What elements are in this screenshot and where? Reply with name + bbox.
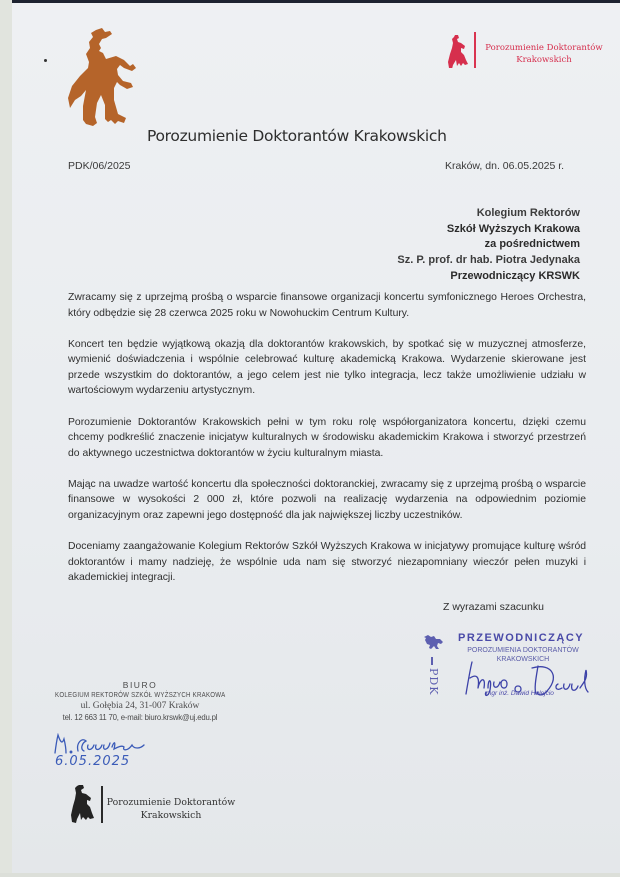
organization-name: Porozumienie Doktorantów Krakowskich	[147, 127, 447, 145]
paragraph: Doceniamy zaangażowanie Kolegium Rektorów Szkół Wyższych Krakowa w inicjatywy promujące kulturę wśród doktorantów i mamy nadzieję, że wspólnie uda nam się stworzyć niezapomniany wieczór pełen muzyki i akademickiej integracji.	[68, 541, 586, 584]
stamp-side-label: PDK	[427, 668, 440, 696]
reference-number: PDK/06/2025	[68, 160, 131, 172]
signature-stamp	[418, 630, 608, 705]
addressee-block	[300, 206, 580, 285]
addressee-line-3: za pośrednictwem	[484, 238, 580, 251]
handwritten-initials	[52, 733, 152, 755]
dragon-footer-icon	[68, 784, 94, 824]
closing-salutation: Z wyrazami szacunku	[443, 601, 544, 613]
paragraph: Zwracamy się z uprzejmą prośbą o wsparcie finansowe organizacji koncertu symfonicznego Heroes Orchestra, który odbędzie się 28 czerwca 2025 roku w Nowohuckim Centrum Kultury.	[68, 292, 586, 319]
dragon-logo-icon	[66, 27, 146, 143]
scan-left-edge	[0, 0, 12, 877]
signatory-name: mgr inż. Dawid Halejcio	[486, 690, 554, 697]
addressee-line-4: Sz. P. prof. dr hab. Piotra Jedynaka	[397, 254, 580, 267]
handwritten-receipt-date: 6.05.2025	[55, 754, 131, 769]
receipt-stamp	[40, 680, 240, 723]
footer-text	[106, 796, 236, 822]
org-line-2: KRAKOWSKICH	[496, 656, 550, 663]
receipt-line-3: ul. Gołębia 24, 31-007 Kraków	[80, 701, 200, 711]
receipt-line-4: tel. 12 663 11 70, e-mail: biuro.krswk@uj.edu.pl	[62, 713, 218, 722]
letter-body	[68, 290, 586, 601]
dragon-stamp-icon	[446, 34, 468, 68]
dragon-stamp-icon	[422, 634, 444, 650]
stamp-line-2: Krakowskich	[516, 55, 572, 65]
footer-line-2: Krakowskich	[140, 810, 202, 821]
stamp-divider	[431, 657, 433, 665]
receipt-line-1: BIURO	[122, 680, 158, 690]
paragraph: Koncert ten będzie wyjątkową okazją dla doktorantów krakowskich, by spotkać się w muzycznej atmosferze, wymienić doświadczenia i wspólnie celebrować kulturę akademicką Krakowa. Wydarzenie skierowane jest przede wszystkim do doktorantów, a jego celem jest nie tylko integracja, lecz także umożliwienie udziału w wartościowym wydarzeniu artystycznym.	[68, 338, 586, 397]
stamp-text	[479, 42, 609, 66]
speck	[44, 59, 47, 62]
footer-divider	[101, 786, 103, 823]
paragraph: Porozumienie Doktorantów Krakowskich pełni w tym roku rolę współorganizatora koncertu, dzięki czemu chcemy podkreślić znaczenie inicjatyw kulturalnych w środowisku akademickim Krakowa i stworzyć przestrzeń do aktywnego uczestnictwa doktorantów w życiu kulturalnym miasta.	[68, 416, 586, 459]
stamp-divider	[474, 32, 476, 68]
receipt-line-2: KOLEGIUM REKTORÓW SZKÓŁ WYŻSZYCH KRAKOWA	[55, 690, 226, 699]
place-and-date: Kraków, dn. 06.05.2025 r.	[445, 160, 565, 172]
paragraph: Mając na uwadze wartość koncertu dla społeczności doktoranckiej, zwracamy się z uprzejmą prośbą o wsparcie finansowe w wysokości 2 000 zł, które pozwoli na realizację wydarzenia na odpowiednim poziomie organizacyjnym oraz zapewni jego dostępność dla jak największej liczby uczestników.	[68, 478, 586, 522]
addressee-line-2: Szkół Wyższych Krakowa	[446, 222, 580, 235]
stamp-line-1: Porozumienie Doktorantów	[485, 43, 603, 53]
signatory-title: PRZEWODNICZĄCY	[458, 632, 585, 644]
org-line-1: POROZUMIENIA DOKTORANTÓW	[467, 647, 579, 654]
addressee-line-1: Kolegium Rektorów	[476, 207, 580, 219]
addressee-line-5: Przewodniczący KRSWK	[450, 269, 580, 282]
scan-bottom-edge	[0, 873, 620, 877]
footer-line-1: Porozumienie Doktorantów	[106, 797, 236, 808]
